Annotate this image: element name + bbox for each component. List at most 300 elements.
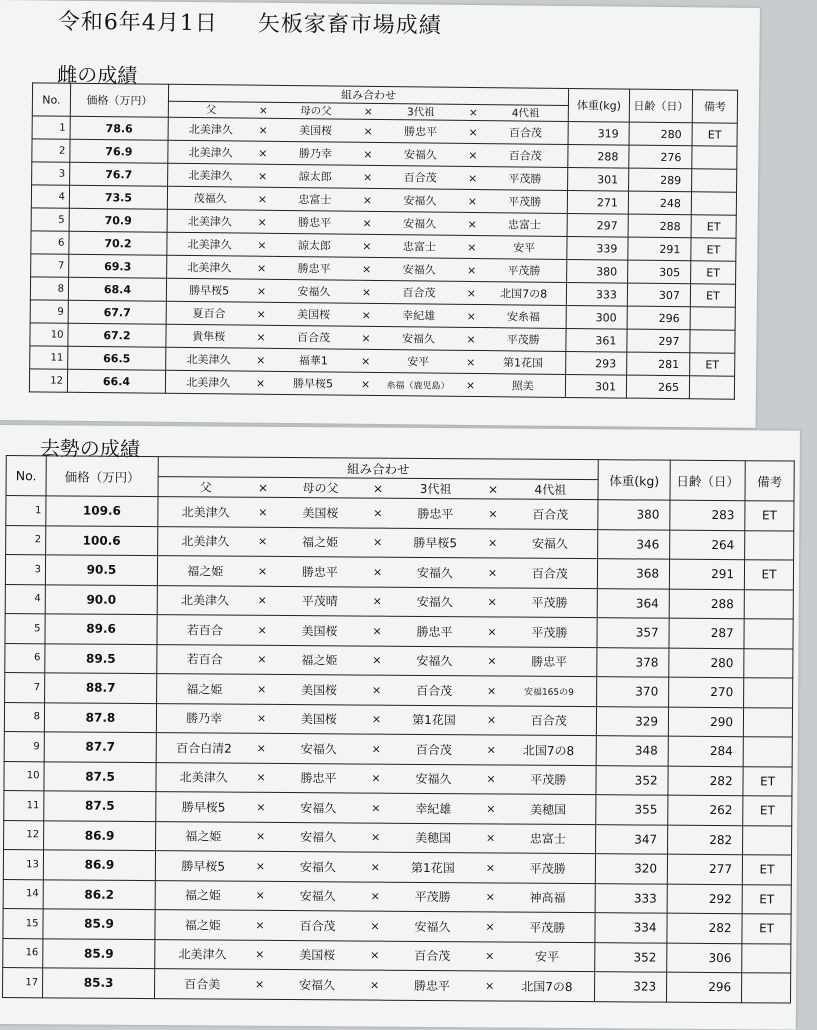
row-price: 87.5	[44, 791, 156, 821]
row-gen4: 安平	[500, 942, 595, 972]
row-price: 73.5	[69, 185, 167, 209]
row-age: 288	[628, 214, 691, 238]
row-father: 百合美	[155, 969, 250, 999]
row-gen4: 百合茂	[483, 121, 568, 145]
row-weight: 339	[567, 236, 628, 260]
row-gen4: 北国7の8	[481, 282, 566, 306]
row-remarks	[744, 619, 793, 649]
cross-mark: ×	[462, 189, 482, 212]
cross-mark: ×	[251, 733, 271, 763]
row-mother-father: 福華1	[271, 348, 356, 372]
row-age: 262	[668, 795, 743, 825]
row-price: 87.8	[44, 702, 156, 732]
cross-mark: ×	[461, 281, 481, 304]
row-remarks	[744, 648, 793, 678]
title-date: 令和6年4月1日	[57, 9, 218, 37]
row-father: 勝早桜5	[166, 278, 251, 302]
row-price: 66.4	[67, 369, 165, 393]
row-father: 北美津久	[156, 762, 251, 792]
row-age: 291	[628, 237, 691, 261]
row-age: 307	[627, 283, 690, 307]
row-mother-father: 百合茂	[270, 910, 365, 940]
cross-mark: ×	[252, 210, 272, 233]
row-age: 288	[669, 589, 744, 619]
cross-mark: ×	[480, 941, 500, 971]
cross-mark: ×	[357, 188, 377, 211]
row-mother-father: 美国桜	[270, 940, 365, 970]
row-mother-father: 安福久	[270, 851, 365, 881]
row-gen4: 平茂勝	[482, 259, 567, 283]
row-father: 北美津久	[168, 117, 253, 141]
row-weight: 380	[598, 500, 670, 530]
cross-mark: ×	[483, 528, 503, 558]
row-gen3: 美穂国	[386, 823, 481, 853]
row-gen4: 神高福	[500, 883, 595, 913]
row-remarks: ET	[690, 284, 735, 307]
cross-mark: ×	[251, 279, 271, 302]
cross-mark: ×	[250, 371, 270, 394]
col-mother-father: 母の父	[273, 477, 368, 498]
row-gen4: 安福165の9	[502, 676, 597, 706]
cross-mark: ×	[251, 763, 271, 793]
cross-mark: ×	[482, 617, 502, 647]
row-father: 北美津久	[157, 585, 252, 615]
castrated-section-title: 去勢の成績	[39, 436, 140, 461]
row-father: 福之姫	[155, 880, 250, 910]
row-father: 北美津久	[167, 232, 252, 256]
cross-mark: ×	[358, 165, 378, 188]
row-age: 280	[669, 648, 744, 678]
row-gen3: 勝早桜5	[388, 528, 483, 558]
row-gen3: 勝忠平	[384, 970, 479, 1000]
row-weight: 301	[565, 374, 626, 398]
row-remarks	[742, 973, 791, 1003]
row-father: 北美津久	[166, 347, 251, 371]
row-mother-father: 勝早桜5	[270, 371, 355, 395]
row-gen3: 百合茂	[385, 941, 480, 971]
row-age: 284	[668, 736, 743, 766]
col-gen3: 3代祖	[388, 478, 483, 499]
cross-mark: ×	[356, 303, 376, 326]
row-gen4: 忠富士	[501, 824, 596, 854]
row-weight: 355	[596, 795, 668, 825]
row-no: 6	[5, 643, 45, 673]
row-weight: 364	[597, 588, 669, 618]
row-mother-father: 勝忠平	[272, 256, 357, 280]
cross-mark: ×	[367, 616, 387, 646]
row-no: 15	[3, 909, 43, 939]
row-weight: 333	[595, 883, 667, 913]
row-price: 76.7	[70, 162, 168, 186]
row-price: 86.2	[43, 879, 155, 909]
row-gen4: 百合茂	[483, 144, 568, 168]
col-weight: 体重(kg)	[568, 88, 629, 122]
cross-mark: ×	[480, 882, 500, 912]
row-age: 297	[627, 329, 690, 353]
cross-mark: ×	[356, 326, 376, 349]
cross-mark: ×	[355, 372, 375, 395]
row-father: 勝早桜5	[155, 851, 250, 881]
row-remarks	[689, 376, 734, 399]
cross-mark: ×	[252, 645, 272, 675]
row-gen4: 平茂勝	[483, 167, 568, 191]
row-price: 67.7	[68, 300, 166, 324]
row-father: 北美津久	[165, 370, 250, 394]
cross-mark: ×	[481, 705, 501, 735]
cross-mark: ×	[358, 119, 378, 142]
cross-mark: ×	[366, 734, 386, 764]
cross-mark: ×	[367, 675, 387, 705]
row-gen3: 勝忠平	[378, 119, 463, 143]
row-gen3: 忠富士	[377, 234, 462, 258]
row-gen3: 平茂勝	[385, 882, 480, 912]
row-price: 89.6	[45, 614, 157, 644]
col-combo: 組み合わせ	[158, 457, 598, 480]
row-father: 北美津久	[167, 209, 252, 233]
cross-mark: ×	[462, 212, 482, 235]
row-age: 276	[629, 145, 692, 169]
row-price: 69.3	[69, 254, 167, 278]
row-age: 282	[668, 766, 743, 796]
cross-mark: ×	[252, 556, 272, 586]
cross-mark: ×	[365, 852, 385, 882]
cross-mark: ×	[368, 528, 388, 558]
row-price: 76.9	[70, 139, 168, 163]
cross-mark: ×	[357, 211, 377, 234]
cross-mark: ×	[252, 187, 272, 210]
row-no: 10	[4, 761, 44, 791]
row-weight: 361	[566, 328, 627, 352]
row-no: 1	[6, 496, 46, 526]
document-title	[58, 5, 442, 40]
cross-mark: ×	[461, 304, 481, 327]
row-father: 北美津久	[167, 255, 252, 279]
row-mother-father: 美国桜	[271, 302, 356, 326]
row-price: 87.7	[44, 732, 156, 762]
row-father: 若百合	[157, 644, 252, 674]
row-mother-father: 安福久	[271, 792, 366, 822]
row-gen3: 幸紀雄	[376, 303, 461, 327]
row-price: 70.2	[69, 231, 167, 255]
row-no: 2	[6, 525, 46, 555]
row-mother-father: 諒太郎	[273, 164, 358, 188]
row-no: 4	[5, 584, 45, 614]
row-father: 北美津久	[168, 140, 253, 164]
row-price: 90.5	[45, 555, 157, 585]
row-gen3: 安福久	[387, 646, 482, 676]
cross-mark: ×	[481, 794, 501, 824]
row-weight: 348	[596, 736, 668, 766]
row-no: 3	[5, 555, 45, 585]
row-mother-father: 勝乃幸	[273, 141, 358, 165]
cross-mark: ×	[253, 141, 273, 164]
row-remarks: ET	[690, 353, 735, 376]
row-gen3: 百合茂	[386, 734, 481, 764]
row-remarks	[691, 192, 736, 215]
row-gen4: 平茂勝	[482, 190, 567, 214]
row-gen4: 平茂勝	[500, 853, 595, 883]
col-mother-father: 母の父	[273, 102, 358, 119]
cross-mark: ×	[368, 478, 388, 498]
col-age: 日齢（日）	[670, 460, 745, 501]
row-no: 9	[30, 300, 68, 323]
cross-mark: ×	[483, 479, 503, 499]
row-age: 292	[667, 884, 742, 914]
cross-mark: ×	[483, 499, 503, 529]
row-no: 5	[5, 614, 45, 644]
row-age: 287	[669, 618, 744, 648]
row-father: 北美津久	[158, 526, 253, 556]
cross-mark: ×	[463, 104, 483, 120]
cross-mark: ×	[356, 280, 376, 303]
row-price: 78.6	[70, 116, 168, 140]
row-remarks: ET	[743, 766, 792, 796]
row-weight: 293	[566, 351, 627, 375]
row-weight: 368	[597, 559, 669, 589]
row-gen3: 百合茂	[376, 280, 461, 304]
row-mother-father: 諒太郎	[272, 233, 357, 257]
row-price: 109.6	[46, 496, 158, 526]
row-father: 勝乃幸	[156, 703, 251, 733]
cross-mark: ×	[253, 477, 273, 497]
row-remarks: ET	[691, 215, 736, 238]
row-no: 10	[30, 323, 68, 346]
row-weight: 357	[597, 618, 669, 648]
row-remarks	[744, 589, 793, 619]
cross-mark: ×	[365, 882, 385, 912]
col-no: No.	[6, 456, 46, 496]
row-price: 90.0	[45, 584, 157, 614]
cross-mark: ×	[366, 764, 386, 794]
row-father: 北美津久	[168, 163, 253, 187]
row-remarks	[690, 330, 735, 353]
row-remarks	[742, 943, 791, 973]
row-gen4: 忠富士	[482, 213, 567, 237]
row-weight: 380	[567, 259, 628, 283]
cross-mark: ×	[252, 586, 272, 616]
cross-mark: ×	[252, 256, 272, 279]
row-age: 248	[628, 191, 691, 215]
row-remarks	[744, 678, 793, 708]
row-gen3: 安福久	[376, 326, 461, 350]
row-weight: 320	[595, 854, 667, 884]
cross-mark: ×	[480, 853, 500, 883]
cross-mark: ×	[482, 646, 502, 676]
row-mother-father: 美国桜	[273, 497, 368, 527]
row-mother-father: 百合茂	[271, 325, 356, 349]
row-remarks	[692, 169, 737, 192]
row-no: 16	[3, 938, 43, 968]
row-no: 14	[3, 879, 43, 909]
row-weight: 346	[598, 529, 670, 559]
cross-mark: ×	[364, 970, 384, 1000]
row-weight: 319	[568, 121, 629, 145]
cross-mark: ×	[480, 912, 500, 942]
row-no: 9	[4, 732, 44, 762]
row-price: 87.5	[44, 761, 156, 791]
row-gen3: 勝忠平	[387, 616, 482, 646]
row-price: 86.9	[44, 820, 156, 850]
row-gen4: 美穂国	[501, 794, 596, 824]
row-weight: 347	[596, 824, 668, 854]
row-price: 85.9	[43, 909, 155, 939]
col-remarks: 備考	[745, 461, 794, 501]
row-price: 66.5	[68, 346, 166, 370]
cross-mark: ×	[366, 793, 386, 823]
row-gen3: 幸紀雄	[386, 793, 481, 823]
row-gen3: 安平	[376, 349, 461, 373]
cross-mark: ×	[463, 120, 483, 143]
row-weight: 378	[597, 647, 669, 677]
row-price: 89.5	[45, 643, 157, 673]
row-gen4: 照美	[480, 374, 565, 398]
cross-mark: ×	[252, 615, 272, 645]
row-no: 6	[31, 231, 69, 254]
row-father: 夏百合	[166, 301, 251, 325]
cross-mark: ×	[461, 327, 481, 350]
cross-mark: ×	[253, 527, 273, 557]
row-mother-father: 美国桜	[272, 674, 367, 704]
row-age: 291	[669, 559, 744, 589]
row-mother-father: 安福久	[271, 822, 366, 852]
row-gen4: 勝忠平	[502, 647, 597, 677]
row-age: 296	[627, 306, 690, 330]
row-age: 280	[629, 122, 692, 146]
row-father: 貴隼桜	[166, 324, 251, 348]
row-weight: 300	[566, 305, 627, 329]
cross-mark: ×	[481, 823, 501, 853]
row-weight: 352	[595, 942, 667, 972]
row-remarks: ET	[692, 123, 737, 146]
row-age: 281	[627, 352, 690, 376]
cross-mark: ×	[367, 557, 387, 587]
cross-mark: ×	[357, 257, 377, 280]
row-no: 8	[30, 277, 68, 300]
row-remarks: ET	[742, 884, 791, 914]
cross-mark: ×	[365, 911, 385, 941]
row-remarks	[743, 737, 792, 767]
row-gen4: 百合茂	[501, 706, 596, 736]
cross-mark: ×	[482, 676, 502, 706]
row-no: 12	[4, 820, 44, 850]
row-mother-father: 勝忠平	[271, 763, 366, 793]
castrated-rows	[3, 496, 795, 1003]
row-age: 289	[629, 168, 692, 192]
row-mother-father: 福之姫	[272, 645, 367, 675]
cross-mark: ×	[479, 971, 499, 1001]
row-no: 12	[29, 369, 67, 392]
row-weight: 333	[566, 282, 627, 306]
row-age: 306	[667, 943, 742, 973]
row-mother-father: 勝忠平	[272, 210, 357, 234]
row-gen3: 百合茂	[387, 675, 482, 705]
cross-mark: ×	[462, 258, 482, 281]
cross-mark: ×	[253, 497, 273, 527]
row-weight: 352	[596, 765, 668, 795]
cross-mark: ×	[481, 764, 501, 794]
row-gen4: 第1花国	[481, 351, 566, 375]
row-weight: 329	[596, 706, 668, 736]
row-gen4: 百合茂	[503, 499, 598, 529]
row-price: 86.9	[43, 850, 155, 880]
row-gen4: 安平	[482, 236, 567, 260]
cross-mark: ×	[462, 235, 482, 258]
row-mother-father: 美国桜	[272, 615, 367, 645]
row-father: 福之姫	[156, 821, 251, 851]
row-gen3: 安福久	[385, 911, 480, 941]
upper-sheet	[0, 0, 760, 428]
col-price: 価格（万円）	[70, 83, 168, 117]
cross-mark: ×	[356, 349, 376, 372]
cross-mark: ×	[482, 587, 502, 617]
cross-mark: ×	[251, 325, 271, 348]
row-gen3: 安福久	[377, 211, 462, 235]
cross-mark: ×	[251, 302, 271, 325]
cross-mark: ×	[250, 969, 270, 999]
row-mother-father: 安福久	[271, 279, 356, 303]
row-gen3: 安福久	[378, 142, 463, 166]
row-gen3: 安福久	[386, 764, 481, 794]
row-age: 282	[667, 913, 742, 943]
row-remarks	[743, 825, 792, 855]
female-results-table	[29, 82, 738, 399]
row-weight: 301	[568, 167, 629, 191]
row-remarks	[692, 146, 737, 169]
row-remarks	[743, 707, 792, 737]
row-father: 福之姫	[155, 910, 250, 940]
cross-mark: ×	[366, 823, 386, 853]
row-price: 70.9	[69, 208, 167, 232]
cross-mark: ×	[366, 705, 386, 735]
row-no: 5	[31, 208, 69, 231]
cross-mark: ×	[251, 348, 271, 371]
row-father: 勝早桜5	[156, 792, 251, 822]
row-gen4: 安糸福	[481, 305, 566, 329]
row-gen3: 百合茂	[378, 165, 463, 189]
row-price: 88.7	[45, 673, 157, 703]
cross-mark: ×	[250, 851, 270, 881]
cross-mark: ×	[253, 118, 273, 141]
row-gen4: 百合茂	[502, 558, 597, 588]
row-age: 265	[626, 375, 689, 399]
row-age: 305	[628, 260, 691, 284]
row-no: 4	[31, 185, 69, 208]
cross-mark: ×	[358, 142, 378, 165]
row-father: 福之姫	[157, 674, 252, 704]
row-remarks: ET	[691, 261, 736, 284]
row-remarks: ET	[742, 914, 791, 944]
row-gen3: 糸福（鹿児島）	[375, 372, 460, 396]
row-remarks: ET	[742, 855, 791, 885]
row-mother-father: 平茂晴	[272, 586, 367, 616]
cross-mark: ×	[365, 941, 385, 971]
row-no: 2	[32, 139, 70, 162]
row-price: 68.4	[68, 277, 166, 301]
col-no: No.	[32, 83, 70, 116]
row-father: 茂福久	[167, 186, 252, 210]
col-age: 日齢（日）	[629, 89, 692, 123]
cross-mark: ×	[463, 166, 483, 189]
cross-mark: ×	[358, 103, 378, 119]
row-remarks	[690, 307, 735, 330]
row-gen4: 北国7の8	[499, 971, 594, 1001]
row-gen3: 安福久	[377, 188, 462, 212]
row-age: 290	[668, 707, 743, 737]
row-weight: 334	[595, 913, 667, 943]
cross-mark: ×	[367, 646, 387, 676]
row-remarks: ET	[744, 560, 793, 590]
col-gen4: 4代祖	[483, 105, 568, 122]
